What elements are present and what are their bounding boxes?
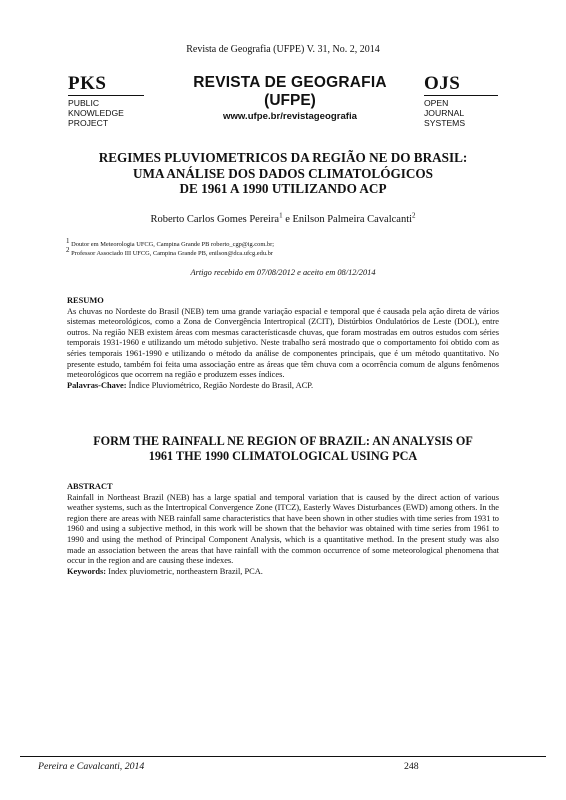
ojs-logo-text: OJS bbox=[424, 74, 498, 96]
title-line: REGIMES PLUVIOMETRICOS DA REGIÃO NE DO BRASIL: bbox=[98, 150, 468, 165]
ojs-line: JOURNAL bbox=[424, 108, 465, 118]
footer-citation: Pereira e Cavalcanti, 2014 bbox=[38, 761, 145, 772]
affiliation-marker: 2 bbox=[66, 245, 70, 254]
ojs-line: OPEN bbox=[424, 98, 449, 108]
affiliations bbox=[66, 236, 506, 258]
author-affiliation-marker: 1 bbox=[279, 211, 283, 220]
author-name: Roberto Carlos Gomes Pereira bbox=[150, 214, 280, 225]
article-title-english bbox=[40, 434, 526, 464]
palavras-chave-text: Índice Pluviométrico, Região Nordeste do Brasil, ACP. bbox=[126, 380, 314, 390]
affiliation-text: Professor Associado III UFCG, Campina Grande PB, enilson@dca.ufcg.edu.br bbox=[71, 250, 273, 257]
received-date: Artigo recebido em 07/08/2012 e aceito em 08/12/2014 bbox=[190, 268, 376, 277]
resumo-text: As chuvas no Nordeste do Brasil (NEB) tem uma grande variação espacial e temporal que é causada pela ação direta de vários sistemas meteorológicos, como a Zona de Convergência Intertropical (ZCIT), Distúrbios Ondulatórios de Leste (DOL), entre outros. Na região NEB existem áreas com mesmas característicasde chuvas, que foram mostradas em outros estudos com séries temporais 1931-1960 e utilizando um método subjetivo. Neste trabalho será mostrado que o comportamento foi obtido com as séries temporais 1961-1990 e utilizando o método da análise de componentes principais, que é um método quantitativo. No presente estudo, também foi feita uma associação entre as áreas que têm chuva com a ocorrência comum de alguns fenômenos meteorológicos que ocorrem na região e produzem esses índices. bbox=[67, 306, 499, 380]
footer-divider bbox=[20, 756, 546, 757]
title-line: 1961 THE 1990 CLIMATOLOGICAL USING PCA bbox=[148, 449, 418, 463]
affiliation-marker: 1 bbox=[66, 236, 70, 245]
keywords-label: Keywords: bbox=[67, 566, 107, 576]
title-line: FORM THE RAINFALL NE REGION OF BRAZIL: AN ANALYSIS OF bbox=[93, 434, 473, 448]
abstract-section bbox=[67, 482, 499, 577]
palavras-chave bbox=[67, 381, 499, 392]
affiliation-line bbox=[66, 236, 506, 249]
journal-name bbox=[164, 74, 416, 123]
pkp-line: PUBLIC bbox=[68, 98, 100, 108]
author-list bbox=[0, 211, 566, 225]
journal-masthead bbox=[68, 74, 498, 130]
pkp-logo-subtitle bbox=[68, 98, 144, 128]
keywords-text: Index pluviometric, northeastern Brazil, PCA. bbox=[106, 566, 263, 576]
pkp-logo bbox=[68, 74, 144, 128]
article-title-portuguese bbox=[40, 150, 526, 197]
pkp-line: PROJECT bbox=[68, 118, 109, 128]
journal-url: www.ufpe.br/revistageografia bbox=[223, 111, 357, 122]
page-number: 248 bbox=[404, 761, 419, 772]
resumo-heading: RESUMO bbox=[67, 296, 104, 305]
abstract-text: Rainfall in Northeast Brazil (NEB) has a large spatial and temporal variation that is caused by the direct action of various weather systems, such as the Intertropical Convergence Zone (ITCZ), Easterly Waves Disturbances (EWD) among others. In the region there are areas with NEB rainfall same characteristics that have been shown in other studies with time series from 1931 to 1960 and using a subjective method, in this work will be shown that the behavior was obtained with time series from 1961 to 1990 and using the method of Principal Component Analysis, which is a quantitative method. In the present study was also made an association between the areas that have rainfall with the common occurrence of some meteorological phenomena that occur in the region and are causing these indexes. bbox=[67, 492, 499, 566]
ojs-logo-subtitle bbox=[424, 98, 498, 128]
ojs-logo bbox=[424, 74, 498, 128]
pkp-logo-text: PKS bbox=[68, 74, 144, 96]
author-affiliation-marker: 2 bbox=[412, 211, 416, 220]
affiliation-line bbox=[66, 245, 506, 258]
ojs-line: SYSTEMS bbox=[424, 118, 466, 128]
journal-title-line2: (UFPE) bbox=[264, 92, 316, 109]
abstract-heading: ABSTRACT bbox=[67, 482, 113, 491]
journal-title-line1: REVISTA DE GEOGRAFIA bbox=[193, 74, 387, 91]
affiliation-text: Doutor em Meteorologia UFCG, Campina Grande PB roberto_cgp@ig.com.br; bbox=[71, 241, 275, 248]
pkp-line: KNOWLEDGE bbox=[68, 108, 124, 118]
keywords bbox=[67, 567, 499, 578]
title-line: DE 1961 A 1990 UTILIZANDO ACP bbox=[179, 181, 387, 196]
palavras-chave-label: Palavras-Chave: bbox=[67, 380, 127, 390]
title-line: UMA ANÁLISE DOS DADOS CLIMATOLÓGICOS bbox=[133, 165, 433, 181]
author-name: Enilson Palmeira Cavalcanti bbox=[292, 214, 413, 225]
running-header: Revista de Geografia (UFPE) V. 31, No. 2, 2014 bbox=[186, 44, 380, 55]
author-joiner: e bbox=[282, 214, 293, 225]
resumo-section bbox=[67, 296, 499, 391]
